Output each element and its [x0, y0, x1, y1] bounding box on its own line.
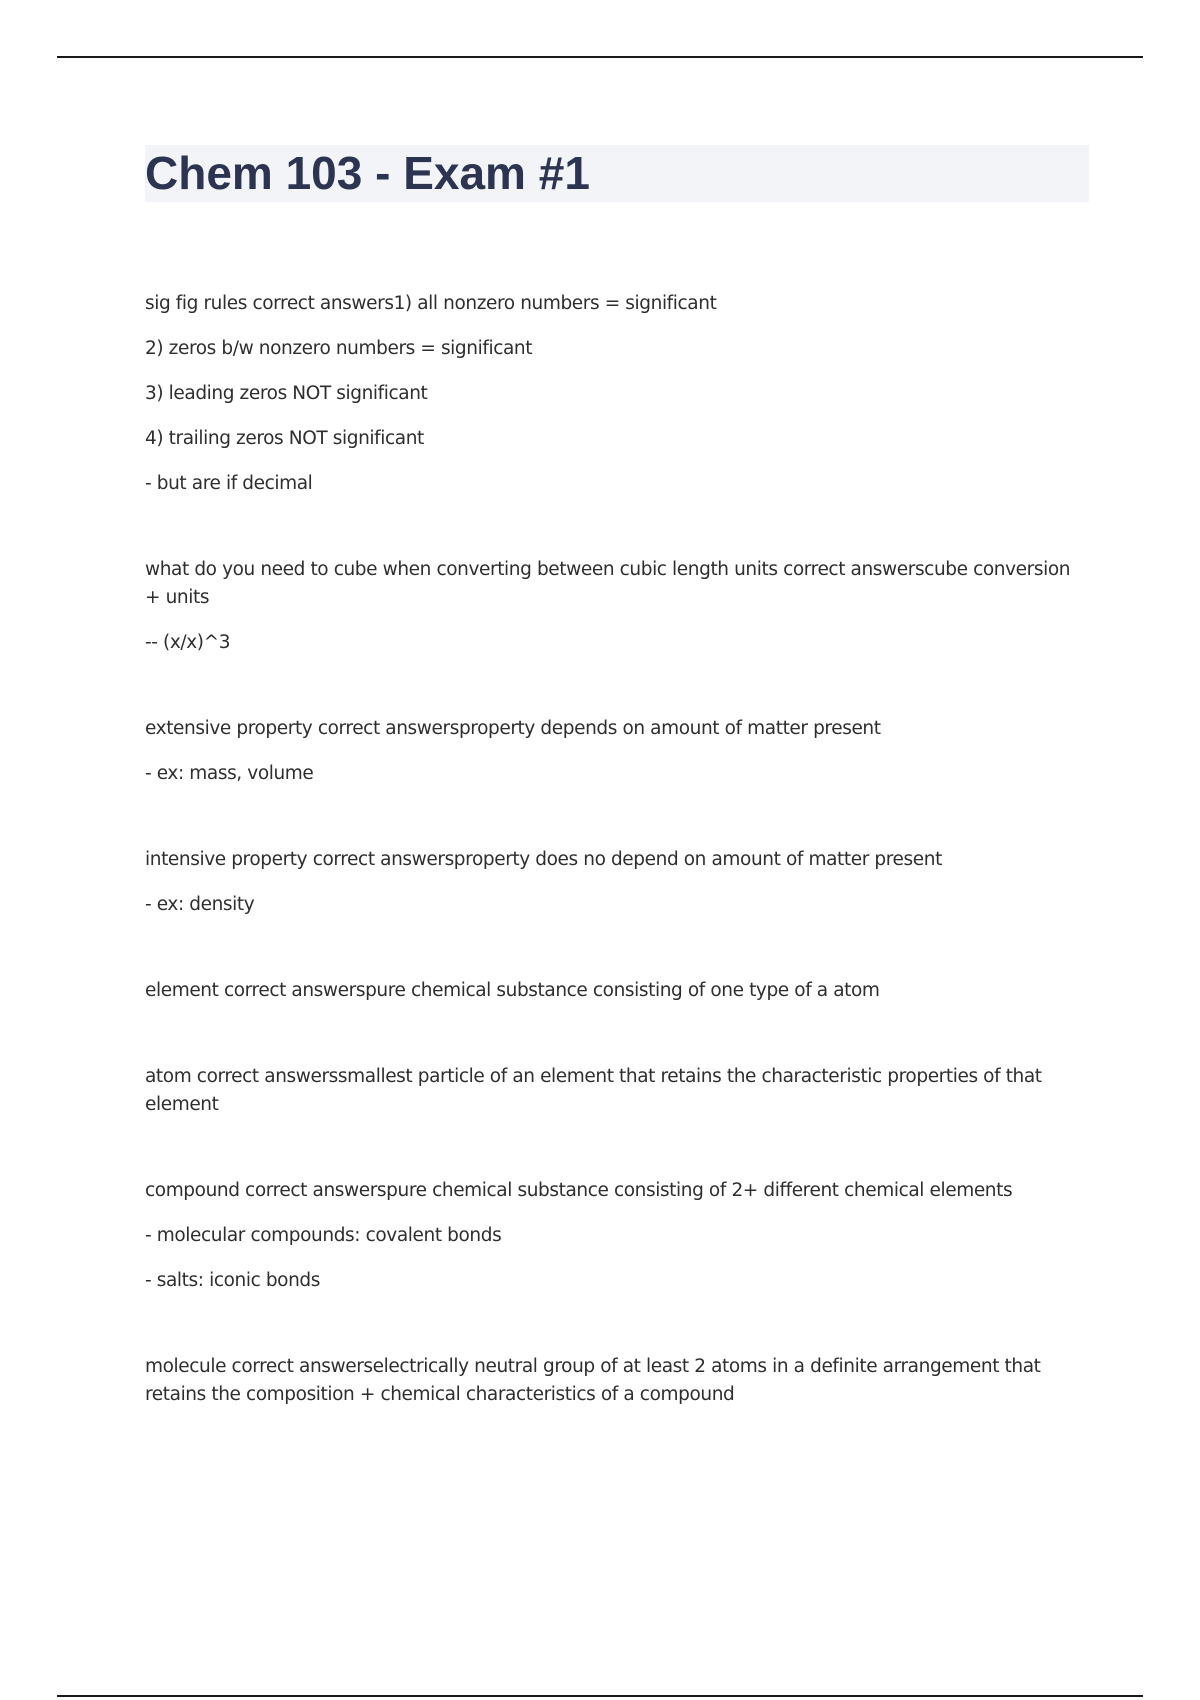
flashcard-atom [145, 1063, 1090, 1119]
flashcard-element [145, 977, 1090, 1005]
bottom-rule [57, 1695, 1143, 1697]
flashcard-sig-fig-rules [145, 290, 1090, 498]
card-line: - ex: density [145, 894, 255, 915]
card-line: what do you need to cube when converting between cubic length units correct answerscube conversion + units [145, 559, 1071, 608]
flashcard-cubic-units [145, 556, 1090, 657]
card-line: molecule correct answerselectrically neutral group of at least 2 atoms in a definite arrangement that retains the composition + chemical characteristics of a compound [145, 1356, 1041, 1405]
card-line: -- (x/x)^3 [145, 632, 231, 653]
flashcard-intensive-property [145, 846, 1090, 919]
card-line: - molecular compounds: covalent bonds [145, 1225, 502, 1246]
top-rule [57, 56, 1143, 58]
flashcard-molecule [145, 1353, 1090, 1409]
card-line: - salts: iconic bonds [145, 1270, 320, 1291]
flashcard-list [145, 290, 1090, 1467]
card-line: extensive property correct answersproperty depends on amount of matter present [145, 718, 881, 739]
flashcard-compound [145, 1177, 1090, 1295]
card-line: element correct answerspure chemical substance consisting of one type of a atom [145, 980, 880, 1001]
card-line: 3) leading zeros NOT significant [145, 383, 428, 404]
card-line: sig fig rules correct answers1) all nonzero numbers = significant [145, 293, 717, 314]
card-line: 2) zeros b/w nonzero numbers = significant [145, 338, 533, 359]
card-line: - but are if decimal [145, 473, 313, 494]
card-line: 4) trailing zeros NOT significant [145, 428, 424, 449]
card-line: - ex: mass, volume [145, 763, 314, 784]
page-title: Chem 103 - Exam #1 [145, 147, 590, 199]
card-line: intensive property correct answersproperty does no depend on amount of matter present [145, 849, 942, 870]
flashcard-extensive-property [145, 715, 1090, 788]
card-line: atom correct answerssmallest particle of an element that retains the characteristic properties of that element [145, 1066, 1042, 1115]
card-line: compound correct answerspure chemical substance consisting of 2+ different chemical elements [145, 1180, 1013, 1201]
